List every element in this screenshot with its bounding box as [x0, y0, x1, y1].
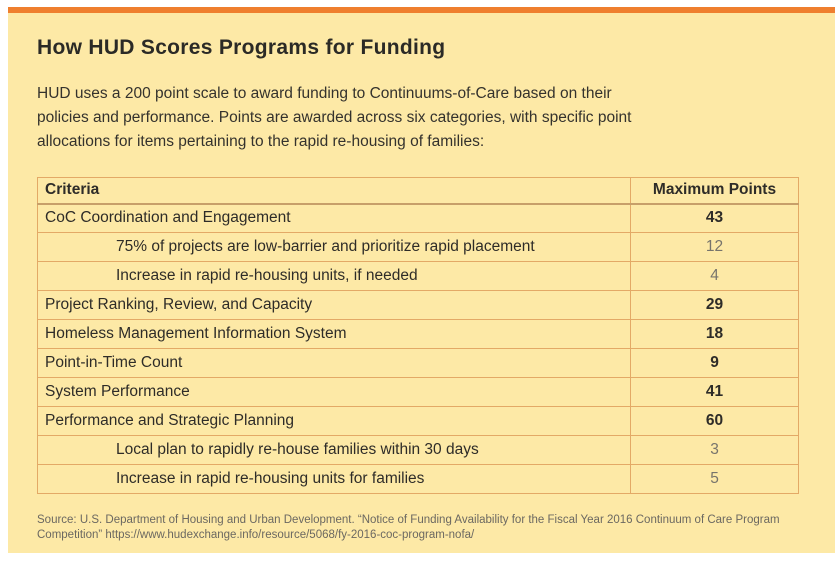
criteria-cell: CoC Coordination and Engagement: [38, 204, 631, 233]
points-cell: 43: [631, 204, 799, 233]
table-row: [38, 262, 799, 291]
table-header-row: [38, 178, 799, 204]
figure-content: [8, 36, 835, 543]
figure-title: How HUD Scores Programs for Funding: [37, 36, 446, 59]
points-cell: 29: [631, 291, 799, 320]
table-row: [38, 465, 799, 494]
intro-line: HUD uses a 200 point scale to award funding to Continuums-of-Care based on their: [37, 85, 612, 102]
points-cell: 4: [631, 262, 799, 291]
scores-table: [37, 177, 799, 494]
criteria-cell: Performance and Strategic Planning: [38, 407, 631, 436]
table-row: [38, 291, 799, 320]
points-cell: 9: [631, 349, 799, 378]
criteria-cell: 75% of projects are low-barrier and prioritize rapid placement: [38, 233, 631, 262]
source-line: Source: U.S. Department of Housing and Urban Development. “Notice of Funding Availability for the Fiscal Year 2016 Continuum of Care Program: [37, 514, 780, 526]
table-row: [38, 233, 799, 262]
table-row: [38, 407, 799, 436]
figure-card: [8, 7, 835, 553]
criteria-cell: Homeless Management Information System: [38, 320, 631, 349]
criteria-cell: System Performance: [38, 378, 631, 407]
table-row: [38, 349, 799, 378]
points-cell: 5: [631, 465, 799, 494]
source-note: [37, 513, 806, 543]
points-cell: 60: [631, 407, 799, 436]
points-cell: 3: [631, 436, 799, 465]
criteria-cell: Increase in rapid re-housing units for families: [38, 465, 631, 494]
points-cell: 41: [631, 378, 799, 407]
criteria-cell: Point-in-Time Count: [38, 349, 631, 378]
points-cell: 18: [631, 320, 799, 349]
source-line: Competition” https://www.hudexchange.info/resource/5068/fy-2016-coc-program-nofa/: [37, 529, 475, 541]
table-row: [38, 436, 799, 465]
criteria-cell: Local plan to rapidly re-house families within 30 days: [38, 436, 631, 465]
intro-line: allocations for items pertaining to the rapid re-housing of families:: [37, 133, 485, 150]
intro-line: policies and performance. Points are awarded across six categories, with specific point: [37, 109, 632, 126]
figure-intro: [37, 82, 806, 154]
table-row: [38, 378, 799, 407]
table-row: [38, 204, 799, 233]
points-cell: 12: [631, 233, 799, 262]
table-body: [38, 204, 799, 494]
column-header-maximum-points: Maximum Points: [631, 178, 799, 204]
accent-bar: [8, 7, 835, 13]
criteria-cell: Project Ranking, Review, and Capacity: [38, 291, 631, 320]
table-row: [38, 320, 799, 349]
column-header-criteria: Criteria: [38, 178, 631, 204]
criteria-cell: Increase in rapid re-housing units, if needed: [38, 262, 631, 291]
